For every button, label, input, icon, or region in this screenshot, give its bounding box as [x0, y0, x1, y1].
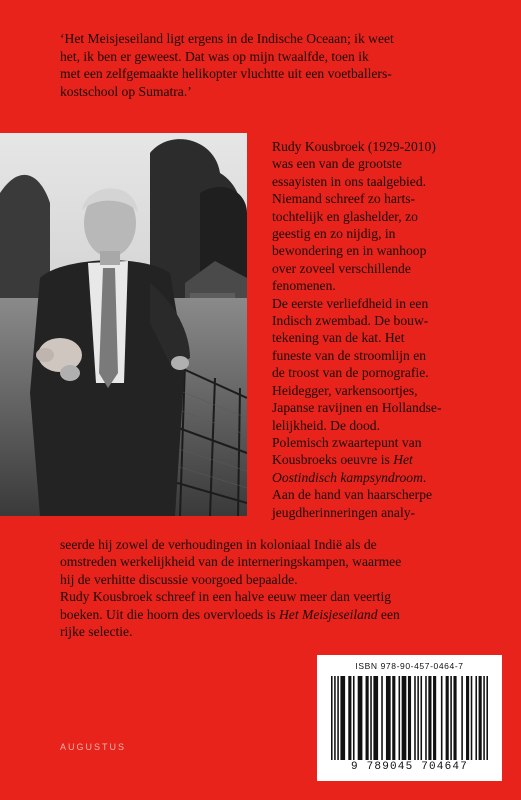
bio-line: geestig en zo nijdig, in — [272, 226, 396, 242]
barcode-bar — [417, 676, 419, 760]
bio-line: funeste van de stroomlijn en — [272, 347, 427, 363]
bio-line: de troost van de pornografie. — [272, 365, 429, 381]
author-photo — [0, 133, 247, 516]
quote-line: kostschool op Sumatra.’ — [60, 83, 192, 99]
barcode-bar — [450, 676, 452, 760]
barcode-bar — [386, 676, 391, 760]
barcode-bar — [408, 676, 411, 760]
book-title: Het Meisjeseiland — [278, 606, 378, 622]
bio-line: fenomenen. — [272, 278, 336, 294]
barcode-bar — [420, 676, 422, 760]
bio-line: Indisch zwembad. De bouw- — [272, 313, 429, 329]
bio-text: . — [422, 469, 427, 485]
blurb-line: Rudy Kousbroek schreef in een halve eeuw meer dan veertig — [60, 589, 392, 605]
bio-line: over zoveel verschillende — [272, 260, 411, 276]
barcode-bar — [381, 676, 383, 760]
barcode-bar — [348, 676, 351, 760]
ean-number: 9 789045 704647 — [350, 761, 469, 773]
bio-line: Rudy Kousbroek (1929-2010) — [272, 139, 436, 154]
blurb-text: boeken. Uit die hoorn des overvloeds is — [60, 606, 276, 622]
barcode-bar — [399, 676, 401, 760]
quote-line: met een zelfgemaakte helikopter vluchtte uit een voetballers- — [60, 66, 392, 81]
bio-line-with-title — [272, 451, 477, 468]
bio-line: was een van de grootste — [272, 156, 402, 172]
barcode-bar — [466, 676, 469, 760]
bio-line-with-title — [272, 469, 477, 486]
blurb-line-with-title — [60, 606, 480, 623]
barcode — [329, 676, 490, 760]
barcode-bar — [483, 676, 485, 760]
isbn-label: ISBN 978-90-457-0464-7 — [355, 661, 464, 671]
blurb-text: een — [377, 606, 400, 622]
blurb-continuation — [60, 536, 480, 640]
book-title: Oostindisch kampsyndroom — [272, 469, 423, 485]
quote-line: het, ik ben er geweest. Dat was op mijn twaalfde, toen ik — [60, 48, 369, 64]
barcode-bar — [331, 676, 333, 760]
isbn-barcode-panel — [317, 655, 502, 781]
barcode-bar — [461, 676, 463, 760]
blurb-line: seerde hij zowel de verhoudingen in koloniaal Indië als de — [60, 537, 377, 552]
quote-line: ‘Het Meisjeseiland ligt ergens in de Indische Oceaan; ik weet — [60, 31, 394, 46]
barcode-bar — [479, 676, 482, 760]
bio-line: De eerste verliefdheid in een — [272, 295, 429, 311]
barcode-bar — [373, 676, 378, 760]
barcode-bar — [337, 676, 339, 760]
bio-line: Heidegger, varkensoortjes, — [272, 382, 418, 398]
author-biography — [272, 138, 477, 521]
barcode-bar — [334, 676, 336, 760]
bio-line: Niemand schreef zo harts- — [272, 191, 416, 207]
bio-line: essayisten in ons taalgebied. — [272, 173, 427, 189]
barcode-bar — [340, 676, 345, 760]
barcode-bar — [402, 676, 407, 760]
blurb-line: hij de verhitte discussie voorgoed bepaalde. — [60, 571, 298, 587]
bio-line: tekening van de kat. Het — [272, 330, 405, 346]
barcode-bar — [370, 676, 372, 760]
barcode-bar — [425, 676, 427, 760]
barcode-bar — [475, 676, 477, 760]
bio-line: jeugdherinneringen analy- — [272, 504, 416, 520]
bio-line: Japanse ravijnen en Hollandse- — [272, 400, 442, 416]
barcode-bar — [453, 676, 456, 760]
barcode-bar — [446, 676, 449, 760]
barcode-bar — [414, 676, 416, 760]
back-cover-quote — [60, 30, 480, 100]
barcode-bar — [441, 676, 443, 760]
barcode-bar — [392, 676, 395, 760]
blurb-line: omstreden werkelijkheid van de interneringskampen, waarmee — [60, 554, 402, 570]
barcode-bar — [366, 676, 369, 760]
barcode-bar — [486, 676, 488, 760]
bio-line: bewondering en in wanhoop — [272, 243, 427, 259]
barcode-bar — [428, 676, 431, 760]
book-title: Het — [393, 452, 413, 468]
barcode-bar — [433, 676, 436, 760]
barcode-bar — [358, 676, 363, 760]
bio-line: Aan de hand van haarscherpe — [272, 487, 433, 503]
barcode-bar — [471, 676, 473, 760]
bio-text: Kousbroeks oeuvre is — [272, 452, 390, 468]
barcode-bar — [353, 676, 355, 760]
bio-line: tochtelijk en glashelder, zo — [272, 208, 418, 224]
bio-line: lelijkheid. De dood. — [272, 417, 380, 433]
blurb-line: rijke selectie. — [60, 624, 133, 640]
bio-line: Polemisch zwaartepunt van — [272, 434, 422, 450]
publisher-logo: AUGUSTUS — [60, 742, 127, 752]
